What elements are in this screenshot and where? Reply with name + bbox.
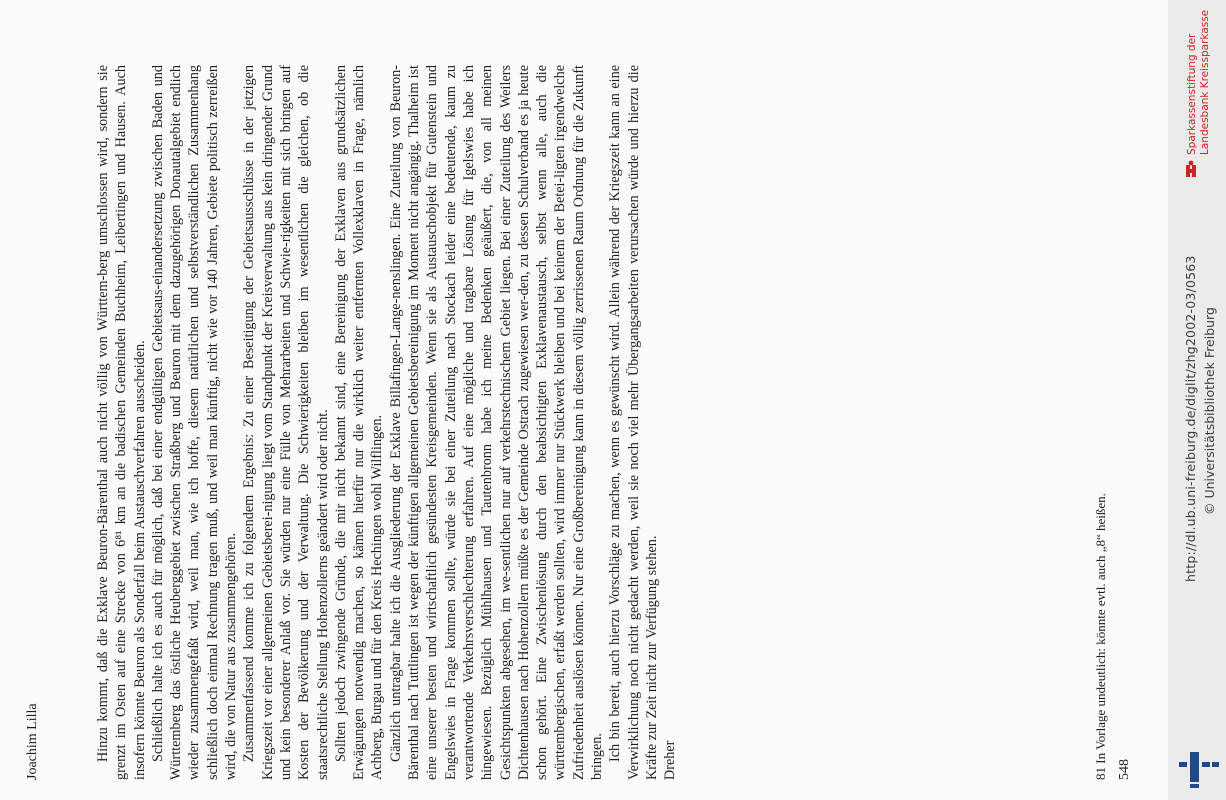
ub-freiburg-logo-icon [1176, 744, 1222, 790]
paragraph: Gänzlich untragbar halte ich die Ausgliederung der Exklave Billafingen-Lange-nenslingen. Eine Zuteilung von Beuron-Bärenthal nach Tuttlingen ist wegen der künftigen allgemeinen Gebietsbereinigung im Moment nicht angängig. Thalheim ist eine unserer besten und wirtschaftlich gesündesten Kreisgemeinden. Wenn sie als Austauschobjekt für Gutenstein und Engelswies in Frage kommen sollte, würde sie bei einer Zuteilung nach Stockach leider eine bedeutende, kaum zu verantwortende Verkehrsverschlechterung erfahren. Auf eine mögliche und tragbare Lösung für Igelswies habe ich hingewiesen. Bezüglich Mühlhausen und Tautenbronn habe ich meine Bedenken geäußert, die, von all meinen Gesichtspunkten abgesehen, im we-sentlichen nur auf verkehrstechnischem Gebiet liegen. Bei einer Zuteilung des Weilers Dichtenhausen nach Hohenzollern müßte es der Gemeinde Ostrach zugewiesen wer-den, zu dessen Schulverband es ja heute schon gehört. Eine Zwischenlösung durch den beabsichtigten Exklavenaustausch, selbst wenn alle, auch die württembergischen, erfaßt werden sollten, wird immer nur Stückwerk bleiben und bei keinem der Betei-ligten irgendwelche Zufriedenheit auslösen können. Nur eine Großbereinigung kann in diesem völlig zerrissenen Raum Ordnung für die Zukunft bringen. [387, 65, 606, 780]
body-text [94, 65, 680, 780]
sparkasse-label-line1: Sparkassenstiftung der [1186, 33, 1198, 155]
paragraph: Hinzu kommt, daß die Exklave Beuron-Bärenthal auch nicht völlig von Württem-berg umschlossen wird, sondern sie grenzt im Osten auf eine Strecke von 6⁸¹ km an die badischen Gemeinden Buchheim, Leibertingen und Hausen. Auch insofern könnte Beuron als Sonderfall beim Austauschverfahren ausscheiden. [95, 65, 148, 780]
sparkasse-label-line2: Landesbank Kreissparkasse [1199, 9, 1211, 155]
copyright-notice: © Universitätsbibliothek Freiburg [1202, 307, 1217, 515]
permalink-url[interactable]: http://dl.ub.uni-freiburg.de/diglit/zhg2002-03/0563 [1183, 255, 1198, 582]
paragraph: Schließlich halte ich es auch für möglich, daß bei einer endgültigen Gebietsaus-einandersetzung zwischen Baden und Württemberg das östliche Heuberggebiet zwischen Straßberg und Beuron mit dem dazugehörigen Donautalgebiet endlich wieder zusammengefaßt wird, weil man, wie ich hoffe, diesem natürlichen und selbstverständlichen Zusammenhang schließlich doch einmal Rechnung tragen muß, und weil man künftig, nicht wie vor 140 Jahren, Gebiete politisch zerreißen wird, die von Natur aus zusammengehören. [149, 65, 240, 780]
sparkasse-s-icon [1182, 160, 1200, 178]
paragraph: Ich bin bereit, auch hierzu Vorschläge zu machen, wenn es gewünscht wird. Allein während der Kriegszeit kann an eine Verwirklichung noch nicht gedacht werden, weil sie noch viel mehr Übergangsarbeiten verursachen würde und hierzu die Kräfte zur Zeit nicht zur Verfügung stehen. [607, 65, 660, 780]
paragraph: Sollten jedoch zwingende Gründe, die mir nicht bekannt sind, eine Bereinigung der Exklaven aus grundsätzlichen Erwägungen notwendig machen, so kämen hierfür nur die wirklich weiter entfernten Vollexklaven in Frage, nämlich Achberg, Burgau und für den Kreis Hechingen wohl Wilflingen. [332, 65, 386, 780]
running-head: Joachim Lilla [25, 703, 40, 780]
paragraph: Zusammenfassend komme ich zu folgendem Ergebnis: Zu einer Beseitigung der Gebietsausschlüsse in der jetzigen Kriegszeit vor einer allgemeinen Gebietsberei-nigung liegt vom Standpunkt der Kreisverwaltung aus kein dringender Grund und kein besonderer Anlaß vor. Sie würden nur eine Fülle von Mehrarbeiten und Schwie-rigkeiten mit sich bringen auf Kosten der Bevölkerung und der Verwaltung. Die Schwierigkeiten bleiben im wesentlichen die gleichen, ob die staatsrechtliche Stellung Hohenzollerns geändert wird oder nicht. [241, 65, 331, 780]
rotated-page-content [24, 20, 1144, 780]
footnote: 81 In Vorlage undeutlich: könnte evtl. auch „8“ heißen. [1093, 493, 1108, 780]
signature: Dreher [662, 740, 679, 780]
page-number: 548 [1117, 759, 1132, 780]
